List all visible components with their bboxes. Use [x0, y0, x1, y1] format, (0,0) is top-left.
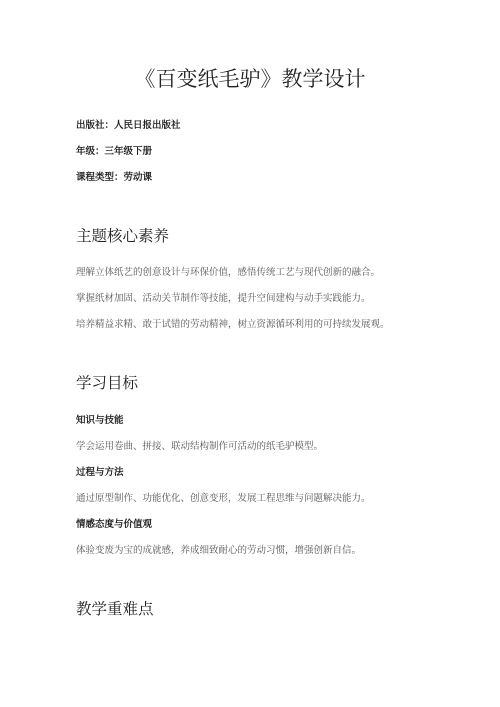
goal-text-attitude-values: 体验变废为宝的成就感，养成细致耐心的劳动习惯，增强创新自信。: [76, 545, 362, 556]
meta-course-type: 课程类型：劳动课: [76, 172, 153, 183]
goal-label-knowledge-skills: 知识与技能: [76, 415, 124, 426]
goal-label-attitude-values: 情感态度与价值观: [76, 519, 153, 530]
goal-label-process-method: 过程与方法: [76, 467, 124, 478]
section-heading-learning-goals: 学习目标: [76, 374, 139, 392]
goal-text-process-method: 通过原型制作、功能优化、创意变形，发展工程思维与问题解决能力。: [76, 493, 371, 504]
document-title: 《百变纸毛驴》教学设计: [134, 67, 366, 91]
goal-text-knowledge-skills: 学会运用卷曲、拼接、联动结构制作可活动的纸毛驴模型。: [76, 441, 324, 452]
section-heading-key-difficulties: 教学重难点: [76, 600, 154, 618]
core-literacy-paragraph: 理解立体纸艺的创意设计与环保价值，感悟传统工艺与现代创新的融合。: [76, 267, 381, 278]
meta-grade: 年级：三年级下册: [76, 146, 153, 157]
core-literacy-paragraph: 培养精益求精、敢于试错的劳动精神，树立资源循环利用的可持续发展观。: [76, 319, 390, 330]
meta-publisher: 出版社：人民日报出版社: [76, 120, 181, 131]
core-literacy-paragraph: 掌握纸材加固、活动关节制作等技能，提升空间建构与动手实践能力。: [76, 293, 371, 304]
section-heading-core-literacy: 主题核心素养: [76, 227, 170, 245]
